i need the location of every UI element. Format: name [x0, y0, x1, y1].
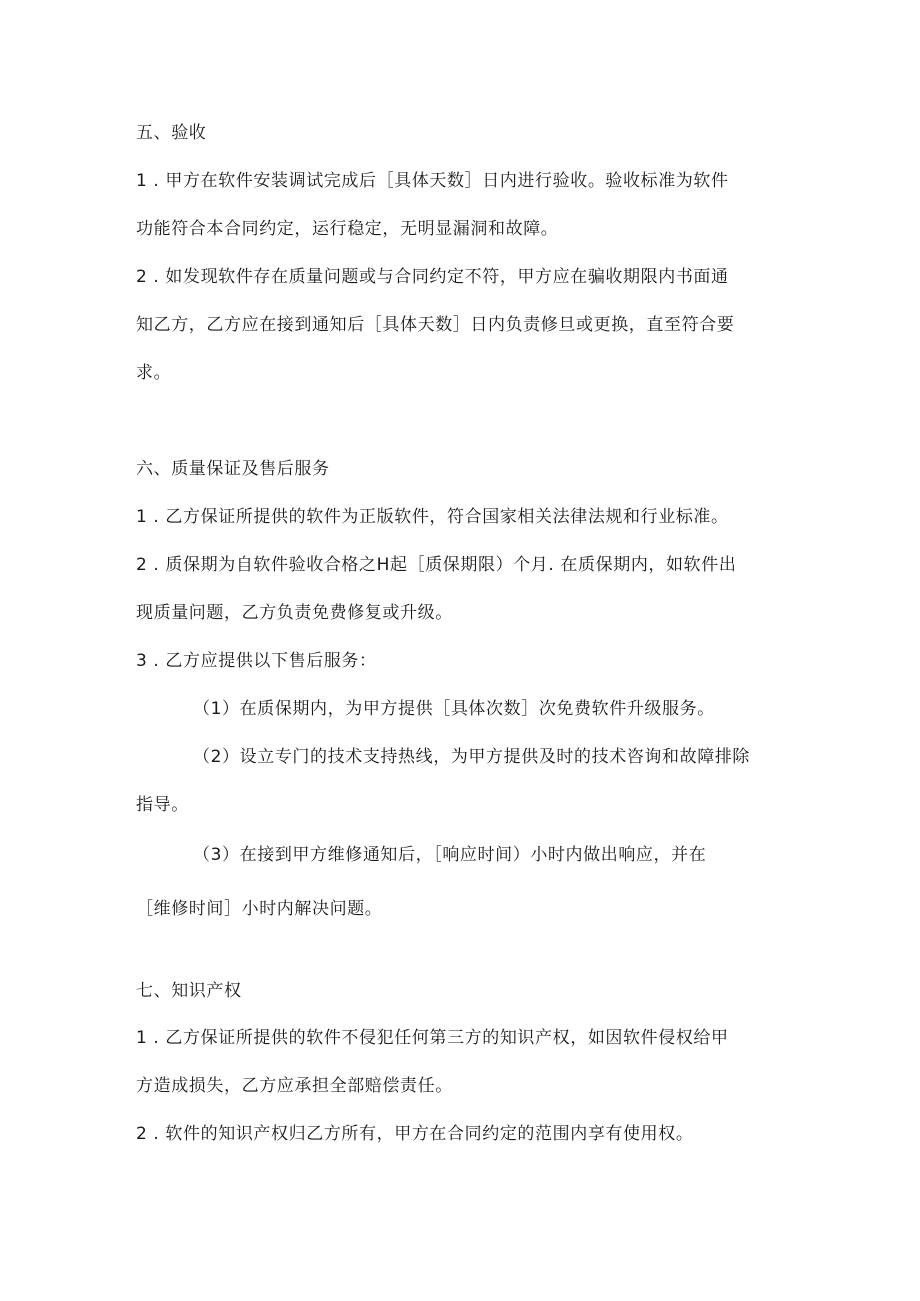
clause-line: 3 . 乙方应提供以下售后服务：: [136, 651, 377, 671]
clause-line: 方造成损失，乙方应承担全部赔偿责任。: [136, 1076, 453, 1096]
clause-line: 2 . 软件的知识产权归乙方所有，甲方在合同约定的范围内享有使用权。: [136, 1124, 694, 1144]
section-heading: 六、质量保证及售后服务: [136, 459, 330, 479]
clause-line: 1 . 乙方保证所提供的软件为正版软件，符合国家相关法律法规和行业标准。: [136, 507, 729, 527]
sub-clause-line: （2）设立专门的技术支持热线，为甲方提供及时的技术咨询和故障排除: [193, 747, 751, 767]
clause-line: 知乙方，乙方应在接到通知后［具体天数］日内负责修旦或更换，直至符合要: [136, 315, 735, 335]
clause-line: 现质量问题，乙方负责免费修复或升级。: [136, 603, 453, 623]
clause-line: 2 . 如发现软件存在质量问题或与合同约定不符，甲方应在骗收期限内书面通: [136, 267, 729, 287]
clause-line: 求。: [136, 363, 172, 383]
section-heading: 五、验收: [136, 123, 207, 143]
clause-line: 1 . 甲方在软件安装调试完成后［具体天数］日内进行验收。验收标准为软件: [136, 171, 729, 191]
clause-line: 2 . 质保期为自软件验收合格之H起［质保期限）个月. 在质保期内，如软件出: [136, 555, 737, 575]
sub-clause-line: ［维修时间］小时内解决问题。: [136, 899, 383, 919]
clause-line: 1 . 乙方保证所提供的软件不侵犯任何第三方的知识产权，如因软件侵权给甲: [136, 1028, 729, 1048]
clause-line: 功能符合本合同约定，运行稳定，无明显漏洞和故障。: [136, 219, 559, 239]
sub-clause-line: （1）在质保期内，为甲方提供［具体次数］次免费软件升级服务。: [193, 699, 715, 719]
sub-clause-line: （3）在接到甲方维修通知后，［响应时间）小时内做出响应，并在: [193, 845, 707, 865]
section-heading: 七、知识产权: [136, 981, 242, 1001]
sub-clause-line: 指导。: [136, 795, 189, 815]
